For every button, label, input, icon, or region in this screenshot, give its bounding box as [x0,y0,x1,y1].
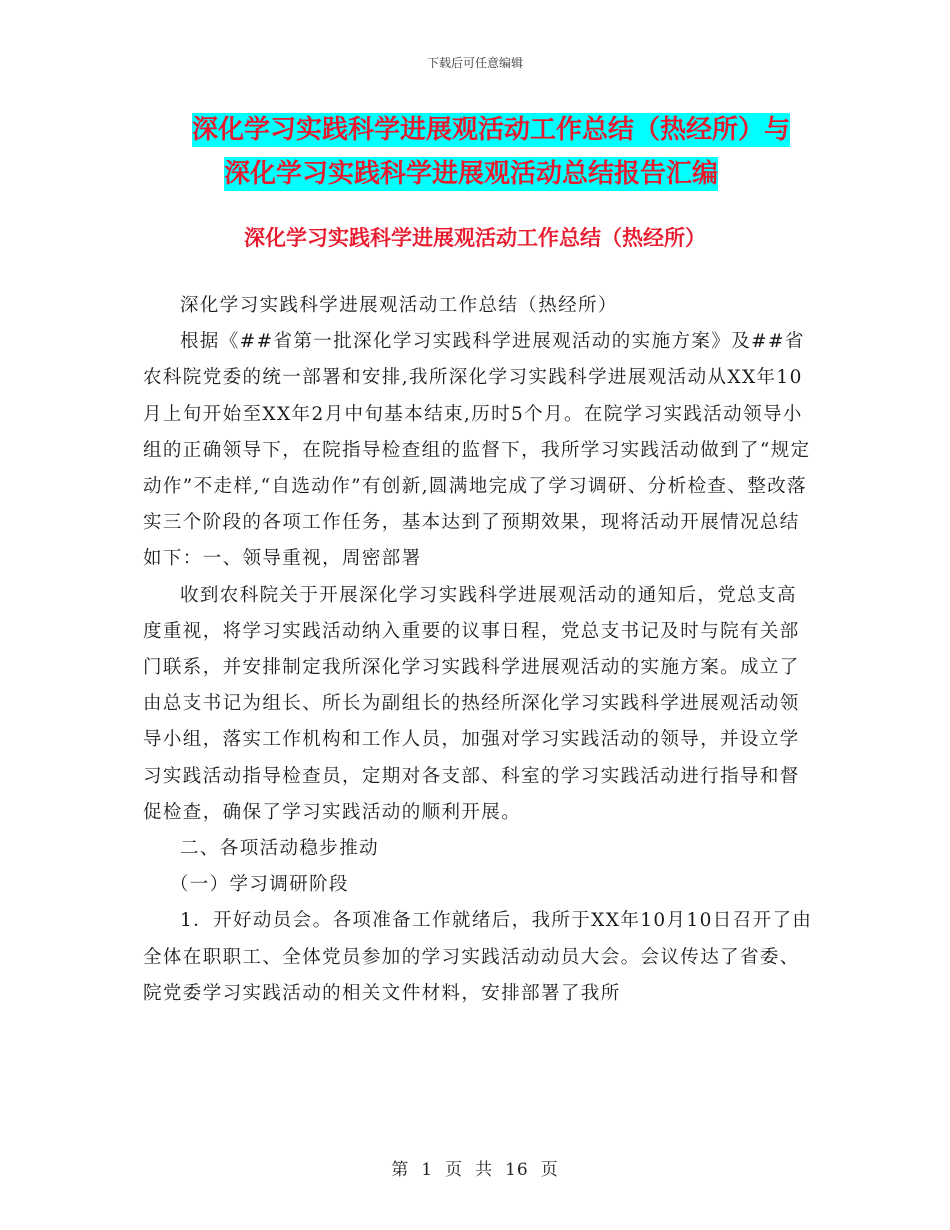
header-note: 下载后可任意编辑 [426,56,523,70]
footer-word-di: 第 [391,1160,410,1180]
document-title [140,108,820,196]
subsection-heading-1: （一）学习调研阶段 [169,874,349,896]
section-heading-2: 二、各项活动稳步推动 [180,838,380,860]
paragraph-heading: 深化学习实践科学进展观活动工作总结（热经所） [180,295,618,316]
section-title: 深化学习实践科学进展观活动工作总结（热经所） [244,226,706,250]
paragraph-leadership: 收到农科院关于开展深化学习实践科学进展观活动的通知后，党总支高度重视，将学习实践活动纳入重要的议事日程，党总支书记及时与院有关部门联系，并安排制定我所深化学习实践科学进展观活动的实施方案。成立了由总支书记为组长、所长为副组长的热经所深化学习实践科学进展观活动领导小组，落实工作机构和工作人员，加强对学习实践活动的领导，并设立学习实践活动指导检查员，定期对各支部、科室的学习实践活动进行指导和督促检查，确保了学习实践活动的顺利开展。 [143,584,800,823]
paragraph-mobilization: 1．开好动员会。各项准备工作就绪后，我所于XX年10月10日召开了由全体在职职工、全体党员参加的学习实践活动动员大会。会议传达了省委、院党委学习实践活动的相关文件材料，安排部署了我所 [143,910,813,1004]
page-footer [0,1155,950,1180]
footer-page-number: 1 [421,1160,434,1180]
footer-word-ye: 页 [445,1160,464,1180]
paragraph-intro: 根据《##省第一批深化学习实践科学进展观活动的实施方案》及##省农科院党委的统一部署和安排,我所深化学习实践科学进展观活动从XX年10月上旬开始至XX年2月中旬基本结束,历时5个月。在院学习实践活动领导小组的正确领导下，在院指导检查组的监督下，我所学习实践活动做到了“规定动作”不走样,“自选动作”有创新,圆满地完成了学习调研、分析检查、整改落实三个阶段的各项工作任务，基本达到了预期效果，现将活动开展情况总结如下：一、领导重视，周密部署 [143,331,811,570]
title-line-2: 深化学习实践科学进展观活动总结报告汇编 [224,159,719,189]
title-line-1: 深化学习实践科学进展观活动工作总结（热经所）与 [192,115,791,145]
document-body [143,288,813,1012]
footer-total-pages: 16 [505,1160,529,1180]
footer-word-gong: 共 [475,1160,494,1180]
footer-word-ye-2: 页 [540,1160,559,1180]
